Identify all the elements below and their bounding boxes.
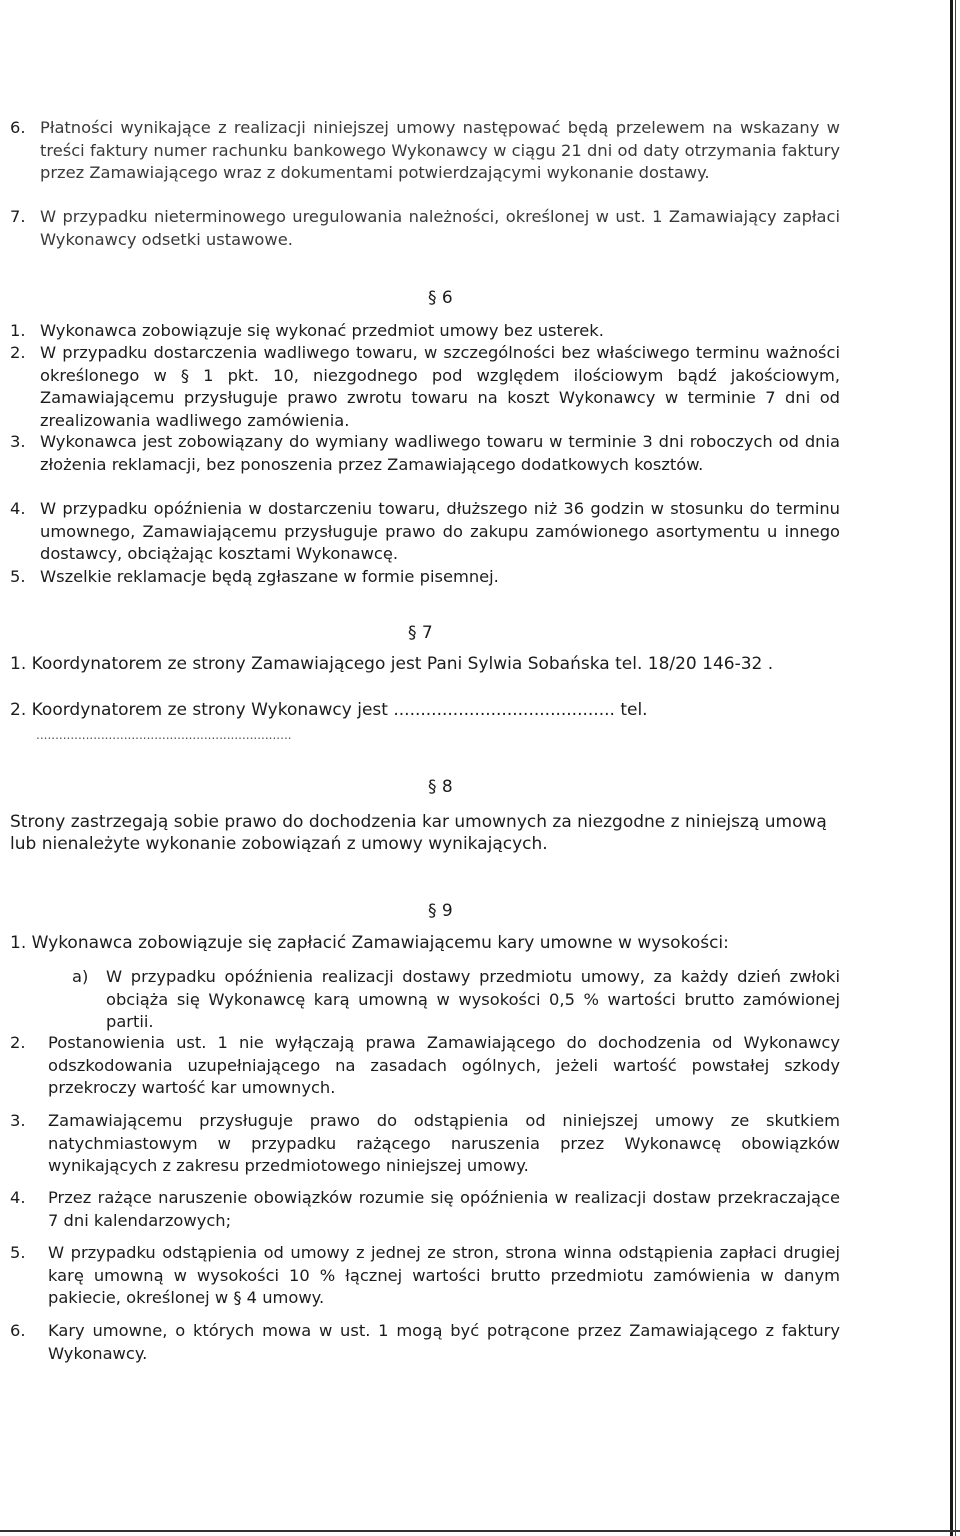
- list-item: [10, 1110, 840, 1178]
- list-item: [10, 1242, 840, 1310]
- item-text: Przez rażące naruszenie obowiązków rozumie się opóźnienia w realizacji dostaw przekraczające 7 dni kalendarzowych;: [48, 1188, 840, 1230]
- item-text: Kary umowne, o których mowa w ust. 1 mogą być potrącone przez Zamawiającego z faktury Wykonawcy.: [48, 1321, 840, 1363]
- list-item: [10, 320, 840, 343]
- sub-item-text: W przypadku opóźnienia realizacji dostawy przedmiotu umowy, za każdy dzień zwłoki obciąża się Wykonawcę karą umowną w wysokości 0,5 % wartości brutto zamówionej partii.: [106, 967, 840, 1031]
- item-text: Zamawiającemu przysługuje prawo do odstąpienia od niniejszej umowy ze skutkiem natychmiastowym w przypadku rażącego naruszenia przez Wykonawcę obowiązków wynikających z zakresu przedmiotowego niniejszej umowy.: [48, 1111, 840, 1175]
- item-text: Wykonawca zobowiązuje się wykonać przedmiot umowy bez usterek.: [40, 321, 604, 340]
- item-number: 3.: [10, 1111, 26, 1130]
- list-item: [10, 1187, 840, 1232]
- item-text: Postanowienia ust. 1 nie wyłączają prawa Zamawiającego do dochodzenia od Wykonawcy odszkodowania uzupełniającego na zasadach ogólnych, jeżeli wartość powstałej szkody przekroczy wartość kar umownych.: [48, 1033, 840, 1097]
- list-item: [10, 342, 840, 432]
- item-text: W przypadku nieterminowego uregulowania należności, określonej w ust. 1 Zamawiający zapłaci Wykonawcy odsetki ustawowe.: [40, 207, 840, 249]
- dotted-fill-line: ...................................................................: [36, 728, 292, 742]
- item-number: 4.: [10, 499, 26, 518]
- item-number: 1.: [10, 321, 26, 340]
- item-number: 6.: [10, 118, 26, 137]
- scan-edge-line: [950, 0, 953, 1536]
- sub-list-item: [72, 966, 840, 1034]
- list-item: [10, 1032, 840, 1100]
- list-item: [10, 117, 840, 185]
- list-item: [10, 1320, 840, 1365]
- sub-item-letter: a): [72, 967, 89, 986]
- item-text: W przypadku odstąpienia od umowy z jednej ze stron, strona winna odstąpienia zapłaci drugiej karę umowną w wysokości 10 % łącznej wartości brutto przedmiotu zamówienia w danym pakiecie, określonej w § 4 umowy.: [48, 1243, 840, 1307]
- item-text: Wykonawca jest zobowiązany do wymiany wadliwego towaru w terminie 3 dni roboczych od dnia złożenia reklamacji, bez ponoszenia przez Zamawiającego dodatkowych kosztów.: [40, 432, 840, 474]
- scan-bottom-line: [0, 1530, 960, 1532]
- section-heading: § 8: [428, 777, 453, 797]
- item-number: 3.: [10, 432, 26, 451]
- scan-edge-line-secondary: [955, 0, 956, 1536]
- section-heading: § 6: [428, 288, 453, 308]
- item-number: 5.: [10, 1243, 26, 1262]
- list-item: [10, 498, 840, 566]
- item-text: W przypadku dostarczenia wadliwego towaru, w szczególności bez właściwego terminu ważności określonego w § 1 pkt. 10, niezgodnego pod względem ilościowym bądź jakościowym, Zamawiającemu przysługuje prawo zwrotu towaru na koszt Wykonawcy w terminie 7 dni od zrealizowania wadliwego zamówienia.: [40, 343, 840, 430]
- section-9-item-1: 1. Wykonawca zobowiązuje się zapłacić Zamawiającemu kary umowne w wysokości:: [10, 933, 729, 953]
- item-number: 2.: [10, 1033, 26, 1052]
- item-number: 6.: [10, 1321, 26, 1340]
- item-text: Wszelkie reklamacje będą zgłaszane w formie pisemnej.: [40, 567, 499, 586]
- list-item: [10, 566, 840, 589]
- item-number: 2.: [10, 343, 26, 362]
- item-number: 4.: [10, 1188, 26, 1207]
- koordynator-wykonawca: 2. Koordynatorem ze strony Wykonawcy jest ......................................... tel.: [10, 700, 648, 720]
- item-number: 7.: [10, 207, 26, 226]
- section-8-text: Strony zastrzegają sobie prawo do dochodzenia kar umownych za niezgodne z niniejszą umową lub nienależyte wykonanie zobowiązań z umowy wynikających.: [10, 812, 827, 854]
- section-heading: § 7: [408, 623, 433, 643]
- list-item: [10, 431, 840, 476]
- item-text: W przypadku opóźnienia w dostarczeniu towaru, dłuższego niż 36 godzin w stosunku do terminu umownego, Zamawiającemu przysługuje prawo do zakupu zamówionego asortymentu u innego dostawcy, obciążając kosztami Wykonawcę.: [40, 499, 840, 563]
- item-text: Płatności wynikające z realizacji niniejszej umowy następować będą przelewem na wskazany w treści faktury numer rachunku bankowego Wykonawcy w ciągu 21 dni od daty otrzymania faktury przez Zamawiającego wraz z dokumentami potwierdzającymi wykonanie dostawy.: [40, 118, 840, 182]
- section-heading: § 9: [428, 901, 453, 921]
- koordynator-zamawiajacy: 1. Koordynatorem ze strony Zamawiającego jest Pani Sylwia Sobańska tel. 18/20 146-32 .: [10, 654, 774, 674]
- list-item: [10, 206, 840, 251]
- item-number: 5.: [10, 567, 26, 586]
